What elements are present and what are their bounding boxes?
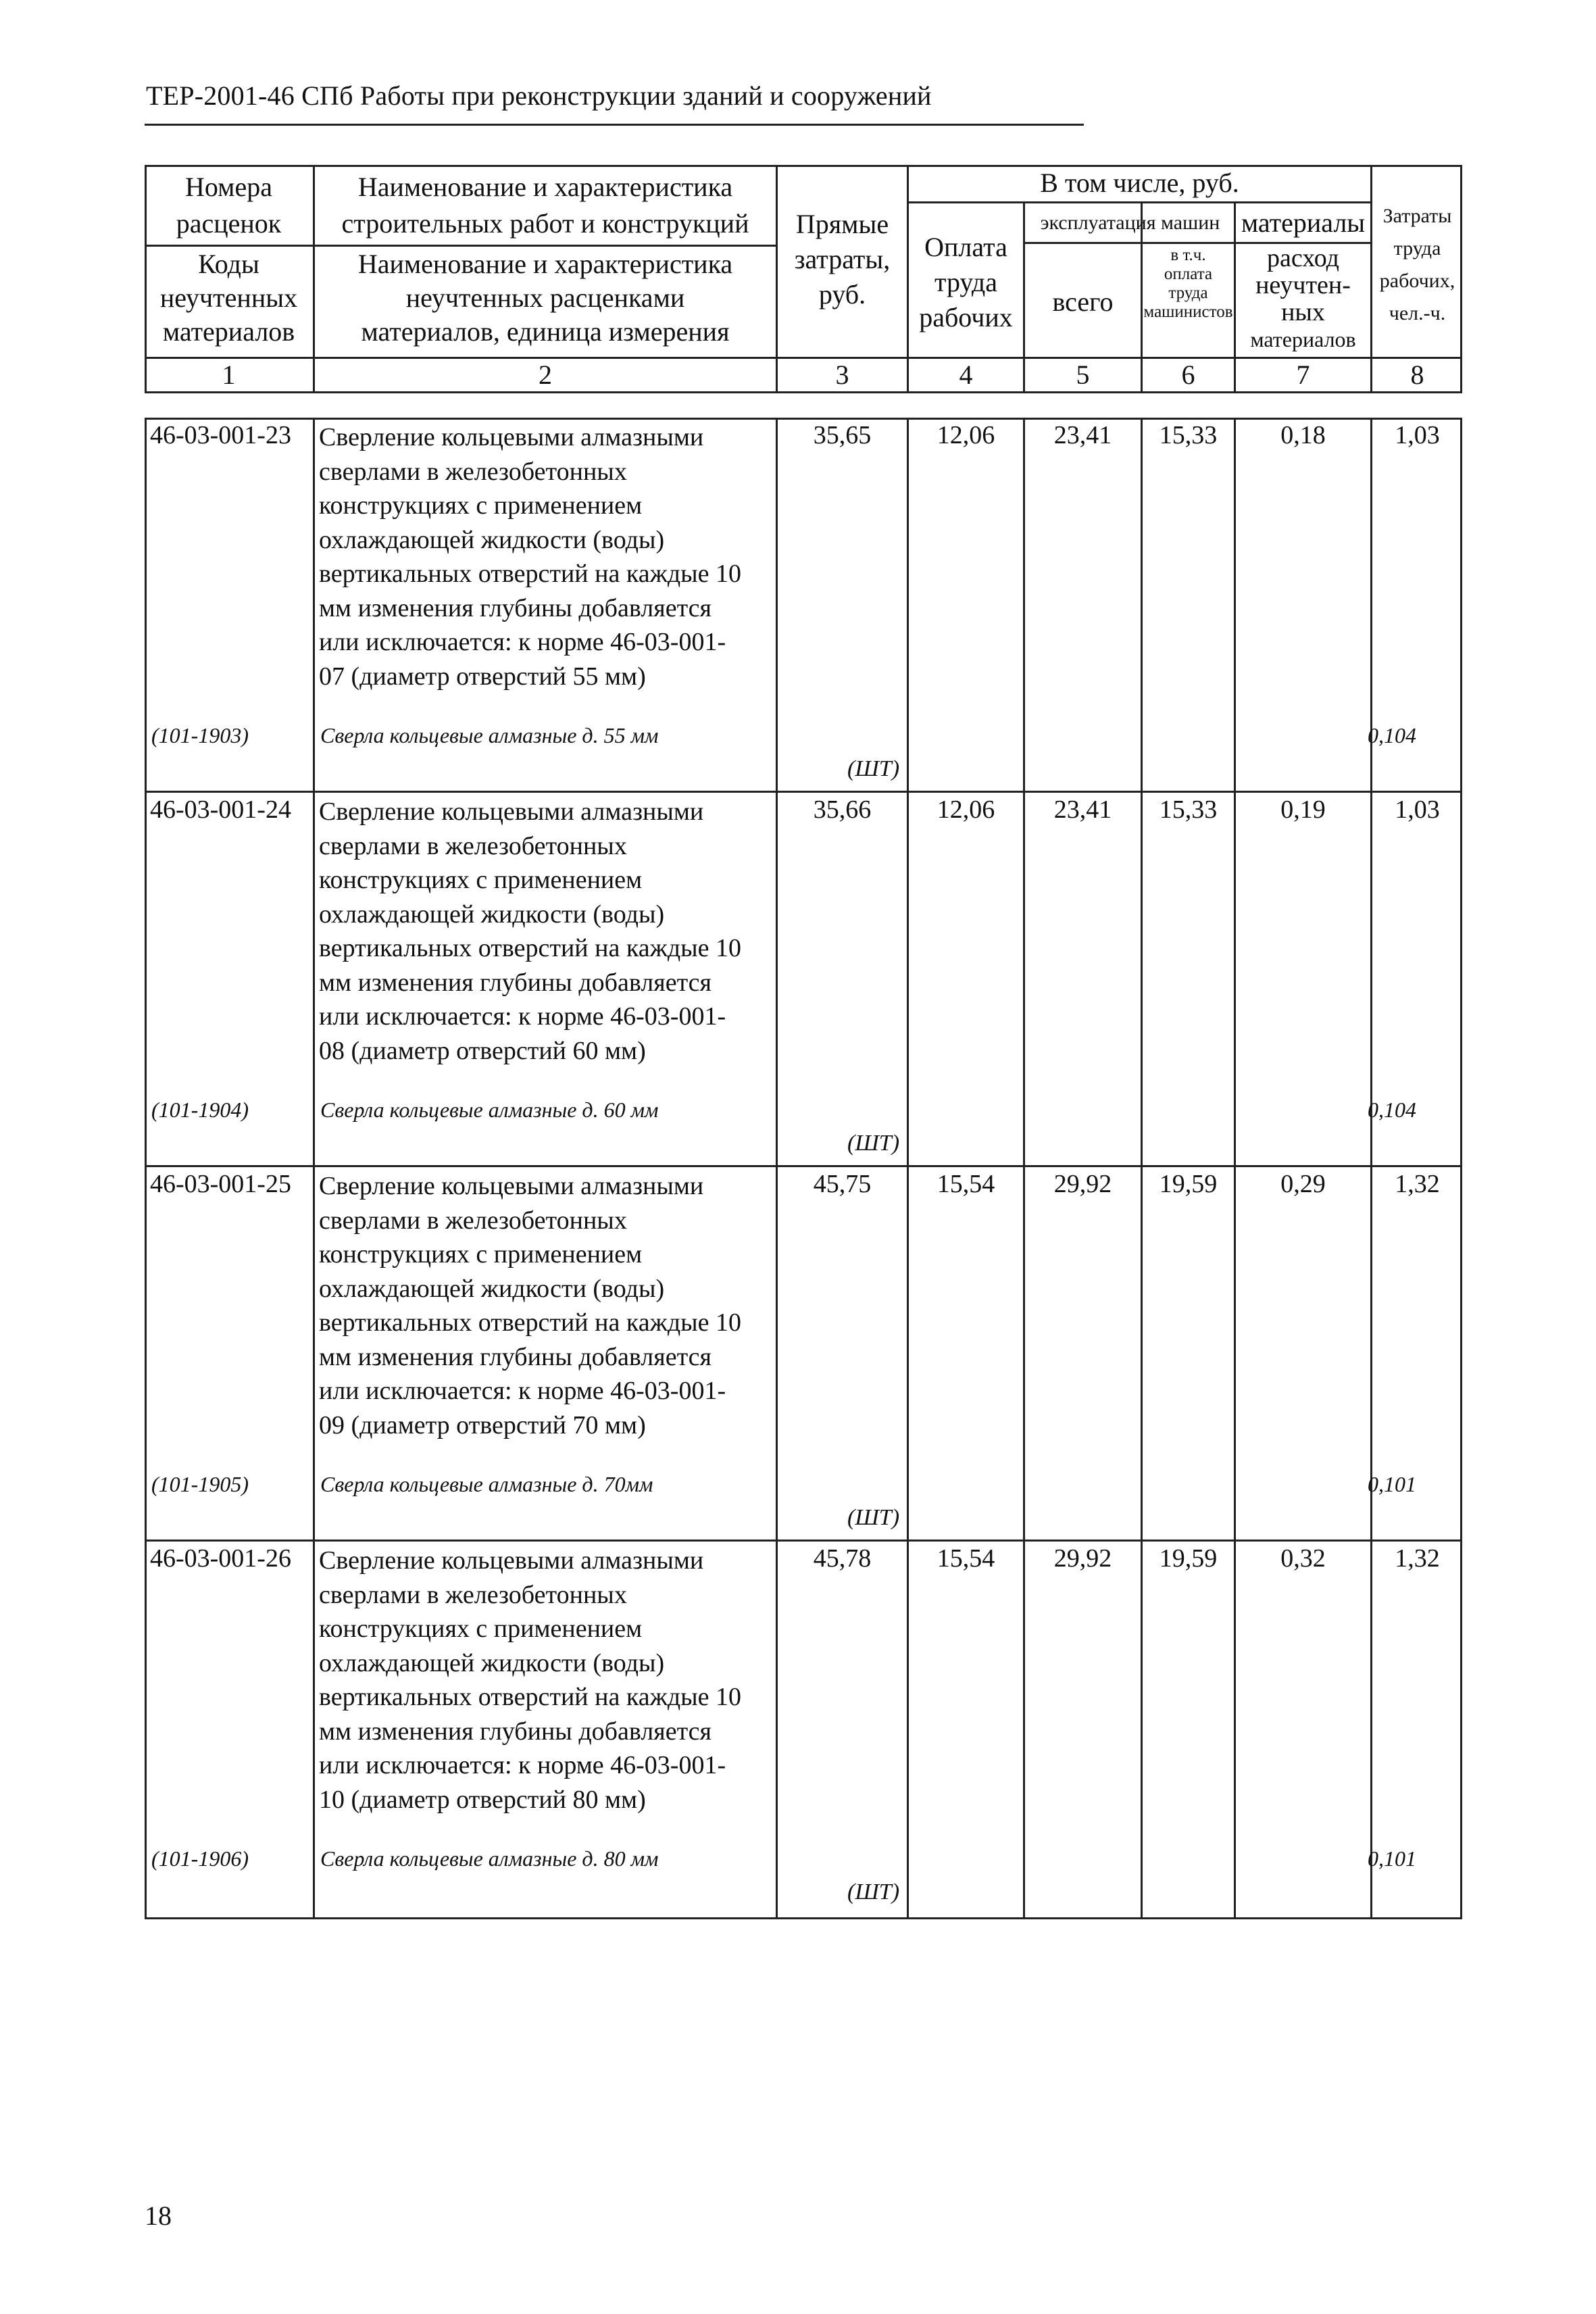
rate-code: 46-03-001-24 <box>150 795 291 824</box>
material-name: Сверла кольцевые алмазные д. 80 мм <box>320 1846 659 1871</box>
labor-hours: 1,32 <box>1395 1170 1440 1198</box>
col-number: 3 <box>835 360 849 390</box>
table-row <box>145 1166 1462 1540</box>
table-body <box>145 418 1462 1919</box>
machinists-pay: 19,59 <box>1159 1544 1218 1573</box>
header-rule <box>145 124 1084 126</box>
work-description: Сверление кольцевыми алмазными сверлами в железобетонных конструкциях с применением охлаждающей жидкости (воды) вертикальных отверстий на каждые 10 мм изменения глубины добавляется или исключается: к норме 46-03-001- 10 (диаметр отверстий 80 мм) <box>319 1546 742 1814</box>
col-header-machinists-pay: в т.ч. оплата труда машинистов <box>1143 246 1233 321</box>
material-name: Сверла кольцевые алмазные д. 60 мм <box>320 1098 659 1122</box>
col-header-material-codes: Коды неучтенных материалов <box>159 249 298 347</box>
material-code: (101-1903) <box>151 723 249 747</box>
machines-total: 23,41 <box>1053 795 1112 824</box>
machinists-pay: 15,33 <box>1159 421 1218 449</box>
col-group-machines: эксплуатация машин <box>1040 212 1220 234</box>
materials-cost: 0,19 <box>1280 795 1326 824</box>
grid-line <box>145 245 776 247</box>
col-number: 6 <box>1181 360 1195 390</box>
table-row <box>145 792 1462 1165</box>
col-number: 4 <box>959 360 973 390</box>
material-code: (101-1906) <box>151 1846 249 1871</box>
direct-costs: 35,65 <box>813 421 872 449</box>
col-header-labor-hours: Затраты труда рабочих, чел.-ч. <box>1379 205 1455 324</box>
col-number: 5 <box>1076 360 1090 390</box>
materials-cost: 0,29 <box>1280 1170 1326 1198</box>
col-group-including: В том числе, руб. <box>1040 168 1239 198</box>
col-header-unaccounted-materials: расход неучтен- ных материалов <box>1250 244 1356 351</box>
rate-code: 46-03-001-23 <box>150 421 291 449</box>
rate-code: 46-03-001-26 <box>150 1544 291 1573</box>
materials-cost: 0,32 <box>1280 1544 1326 1573</box>
labor-pay: 15,54 <box>937 1170 995 1198</box>
col-number: 7 <box>1296 360 1310 390</box>
col-header-work-name: Наименование и характеристика строительных работ и конструкций <box>341 172 749 239</box>
direct-costs: 35,66 <box>813 795 872 824</box>
material-unit: (ШТ) <box>847 1505 900 1530</box>
col-header-material-name: Наименование и характеристика неучтенных расценками материалов, единица измерения <box>357 249 733 347</box>
col-header-labor-pay: Оплата труда рабочих <box>919 232 1013 333</box>
col-number: 2 <box>539 360 552 390</box>
machines-total: 23,41 <box>1053 421 1112 449</box>
material-qty: 0,104 <box>1368 723 1416 747</box>
labor-pay: 12,06 <box>937 795 995 824</box>
work-description: Сверление кольцевыми алмазными сверлами в железобетонных конструкциях с применением охлаждающей жидкости (воды) вертикальных отверстий на каждые 10 мм изменения глубины добавляется или исключается: к норме 46-03-001- 08 (диаметр отверстий 60 мм) <box>319 797 742 1065</box>
table-row <box>145 1541 1462 1918</box>
col-number: 8 <box>1410 360 1424 390</box>
labor-hours: 1,32 <box>1395 1544 1440 1573</box>
material-unit: (ШТ) <box>847 1879 900 1904</box>
document-title: ТЕР-2001-46 СПб Работы при реконструкции зданий и сооружений <box>146 80 932 111</box>
table-row <box>145 418 1462 791</box>
col-header-machines-total: всего <box>1052 287 1114 317</box>
material-code: (101-1904) <box>151 1098 249 1122</box>
labor-pay: 12,06 <box>937 421 995 449</box>
col-group-materials: материалы <box>1241 207 1366 238</box>
material-qty: 0,101 <box>1368 1472 1416 1496</box>
labor-hours: 1,03 <box>1395 795 1440 824</box>
material-qty: 0,104 <box>1368 1098 1416 1122</box>
machines-total: 29,92 <box>1053 1170 1112 1198</box>
labor-hours: 1,03 <box>1395 421 1440 449</box>
rate-code: 46-03-001-25 <box>150 1170 291 1198</box>
machinists-pay: 15,33 <box>1159 795 1218 824</box>
direct-costs: 45,78 <box>813 1544 872 1573</box>
col-header-codes: Номера расценок <box>176 172 282 239</box>
material-name: Сверла кольцевые алмазные д. 55 мм <box>320 723 659 747</box>
work-description: Сверление кольцевыми алмазными сверлами в железобетонных конструкциях с применением охлаждающей жидкости (воды) вертикальных отверстий на каждые 10 мм изменения глубины добавляется или исключается: к норме 46-03-001- 09 (диаметр отверстий 70 мм) <box>319 1172 742 1439</box>
material-code: (101-1905) <box>151 1472 249 1496</box>
grid-line <box>907 201 1370 203</box>
page-number: 18 <box>145 2200 172 2231</box>
materials-cost: 0,18 <box>1280 421 1326 449</box>
machines-total: 29,92 <box>1053 1544 1112 1573</box>
material-unit: (ШТ) <box>847 756 900 781</box>
material-unit: (ШТ) <box>847 1131 900 1156</box>
material-qty: 0,101 <box>1368 1846 1416 1871</box>
work-description: Сверление кольцевыми алмазными сверлами в железобетонных конструкциях с применением охлаждающей жидкости (воды) вертикальных отверстий на каждые 10 мм изменения глубины добавляется или исключается: к норме 46-03-001- 07 (диаметр отверстий 55 мм) <box>319 423 742 691</box>
machinists-pay: 19,59 <box>1159 1170 1218 1198</box>
material-name: Сверла кольцевые алмазные д. 70мм <box>320 1472 653 1496</box>
table-header <box>145 165 1462 393</box>
col-header-direct-costs: Прямые затраты, руб. <box>794 209 891 310</box>
col-number: 1 <box>222 360 236 390</box>
labor-pay: 15,54 <box>937 1544 995 1573</box>
direct-costs: 45,75 <box>813 1170 872 1198</box>
